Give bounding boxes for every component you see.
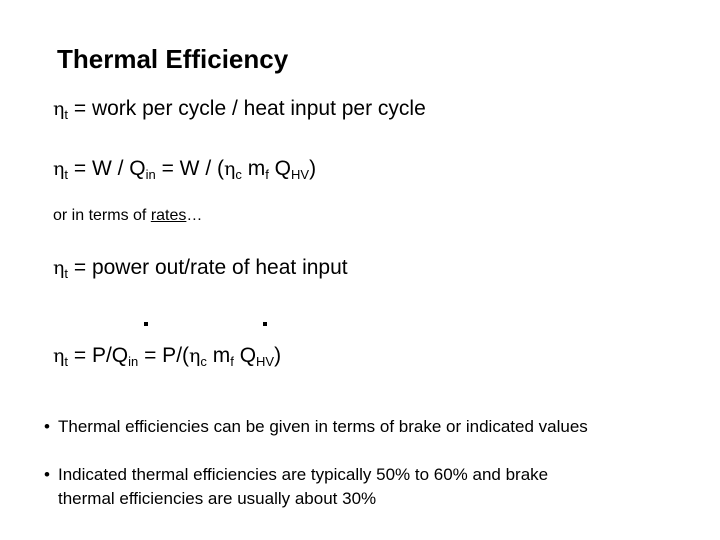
f-subscript: f <box>265 167 269 182</box>
rates-line <box>53 207 202 225</box>
eta-subscript: t <box>64 167 69 182</box>
in-subscript: in <box>145 167 156 182</box>
bullet-item <box>44 415 588 439</box>
f-subscript: f <box>230 354 234 369</box>
bullet-text-continued: thermal efficiencies are usually about 30% <box>58 489 377 508</box>
equation-text: = work per cycle / heat input per cycle <box>68 97 426 120</box>
rates-ellipsis: … <box>186 207 203 224</box>
hv-subscript: HV <box>256 354 275 369</box>
equation-text: ) <box>274 344 282 367</box>
slide-title: Thermal Efficiency <box>57 44 289 74</box>
equation-rate-form <box>53 344 281 369</box>
eta-symbol: η <box>53 257 65 279</box>
c-subscript: c <box>235 167 242 182</box>
equation-text: Q <box>233 344 257 367</box>
bullet-text: Thermal efficiencies can be given in terms of brake or indicated values <box>58 417 588 436</box>
bullet-mark: • <box>44 417 50 436</box>
equation-text: ) <box>309 157 317 180</box>
bullet-mark: • <box>44 465 50 484</box>
rate-dot-over-q <box>144 322 148 326</box>
rates-text: or in terms of <box>53 207 151 224</box>
eta-symbol: η <box>53 98 65 120</box>
eta-subscript: t <box>64 266 69 281</box>
hv-subscript: HV <box>291 167 310 182</box>
equation-text: = W / Q <box>68 157 146 180</box>
equation-text: m <box>241 157 266 180</box>
equation-definition <box>53 97 426 122</box>
bullet-text: Indicated thermal efficiencies are typically 50% to 60% and brake <box>58 465 549 484</box>
equation-cycle-form <box>53 157 316 182</box>
eta-subscript: t <box>64 354 69 369</box>
bullet-item <box>44 463 548 511</box>
eta-symbol: η <box>189 345 201 367</box>
in-subscript: in <box>128 354 139 369</box>
equation-rate-definition <box>53 256 348 281</box>
eta-subscript: t <box>64 107 69 122</box>
rate-dot-over-m <box>263 322 267 326</box>
eta-symbol: η <box>223 158 236 180</box>
equation-text: = W / ( <box>155 157 224 180</box>
equation-text: m <box>206 344 231 367</box>
c-subscript: c <box>200 354 207 369</box>
equation-text: Q <box>268 157 291 180</box>
equation-text: = P/( <box>138 344 190 367</box>
eta-symbol: η <box>53 158 65 180</box>
rates-underlined: rates <box>150 207 187 224</box>
equation-text: = power out/rate of heat input <box>68 256 348 279</box>
equation-text: = P/Q <box>68 344 129 367</box>
eta-symbol: η <box>53 345 65 367</box>
